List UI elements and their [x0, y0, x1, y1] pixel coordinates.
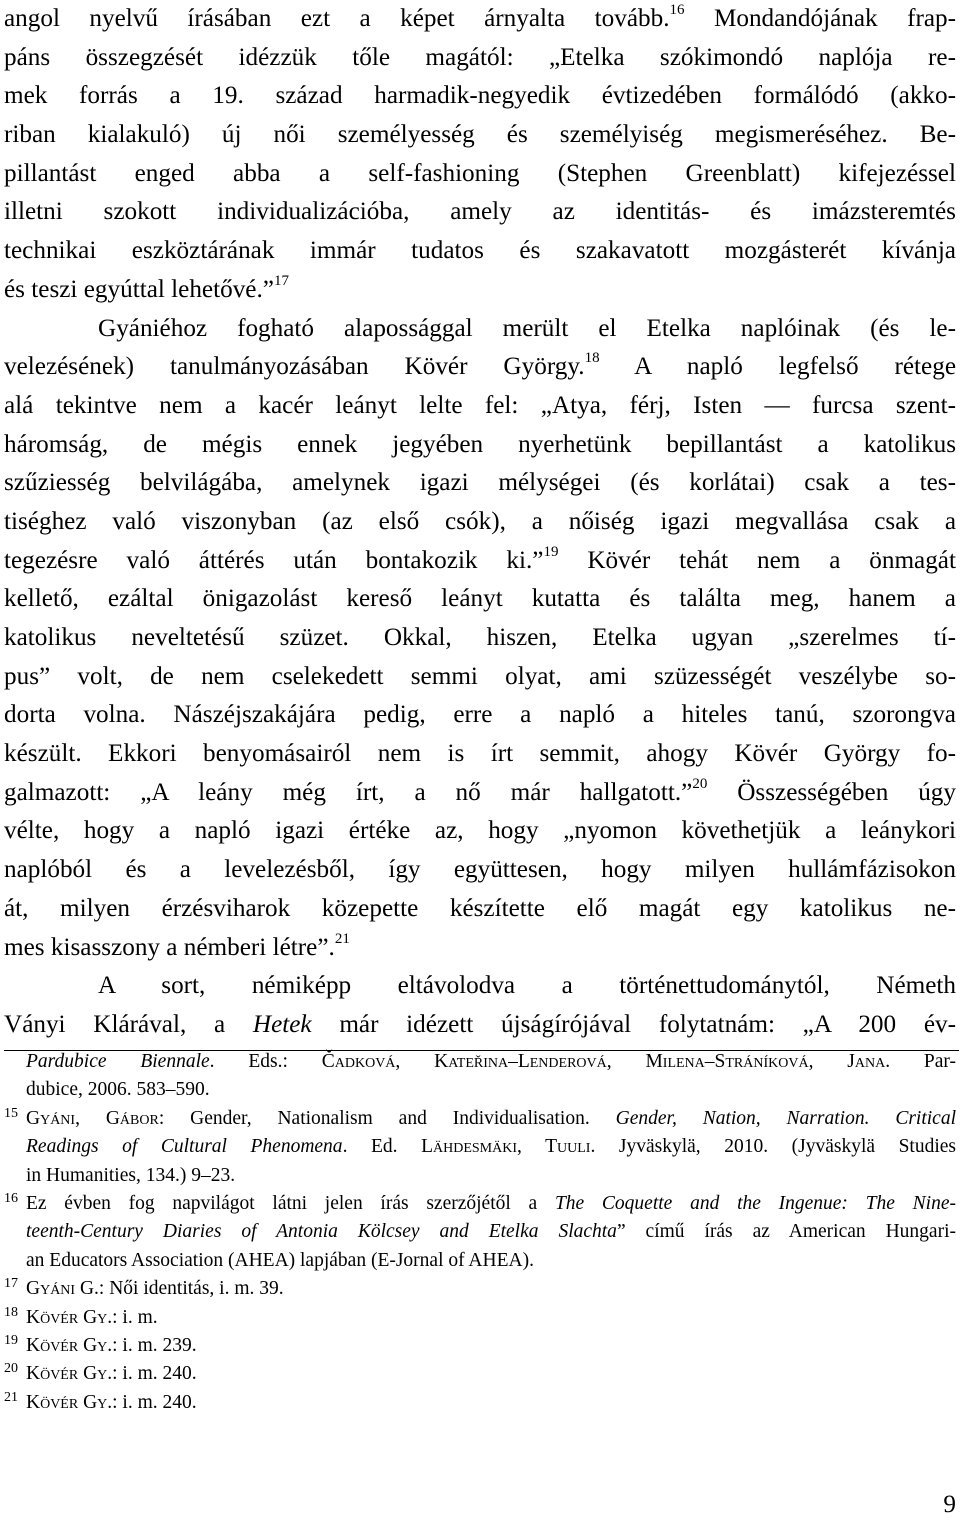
text-line [4, 812, 956, 851]
text-segment: Pardubice Biennale [26, 1051, 210, 1072]
text-line [4, 387, 956, 426]
footnote-line [4, 1247, 956, 1275]
text-line [4, 580, 956, 619]
text-segment: Kövér tehát nem a önmagát [558, 546, 956, 574]
text-segment: Kövér Gy. [26, 1363, 113, 1385]
text-line [4, 619, 956, 658]
text-segment: kellető, ezáltal önigazolást kereső leányt kutatta és találta meg, hanem a [4, 585, 956, 613]
text-segment: galmazott: „A leány még írt, a nő már hallgatott.” [4, 778, 693, 806]
text-segment: páns összegzését idézzük tőle magától: „Etelka szókimondó naplója re- [4, 43, 956, 71]
text-segment: . Eds.: [209, 1051, 322, 1072]
text-line [4, 503, 956, 542]
text-line [4, 890, 956, 929]
text-segment: . Par- [885, 1051, 957, 1072]
footnote-ref: 19 [543, 543, 559, 560]
text-segment: : i. m. 240. [112, 1391, 197, 1413]
text-segment: szűziesség belvilágába, amelynek igazi mélységei (és korlátai) csak a tes- [4, 469, 956, 497]
text-line [4, 542, 956, 581]
page-number: 9 [943, 1491, 956, 1518]
text-segment: : i. m. 239. [112, 1334, 197, 1356]
footnote-ref: 16 [669, 2, 685, 18]
text-line [4, 310, 956, 349]
footnote-line [4, 1133, 956, 1161]
text-segment: angol nyelvű írásában ezt a képet árnyalta tovább. [4, 5, 670, 32]
text-line [4, 155, 956, 194]
text-segment: készült. Ekkori benyomásairól nem is írt semmit, ahogy Kövér György fo- [4, 740, 956, 768]
text-line [4, 348, 956, 387]
footnote-ref: 21 [334, 930, 350, 947]
text-segment: : Gender, Nationalism and Individualisation. [158, 1107, 616, 1129]
text-segment: technikai eszköztárának immár tudatos és szakavatott mozgásterét kívánja [4, 237, 956, 265]
text-line [4, 929, 956, 968]
text-segment: pus” volt, de nem cselekedett semmi olyat, ami szüzességét veszélybe so- [4, 662, 956, 690]
footnote-line: 18 Kövér Gy.: i. m. [4, 1304, 158, 1328]
footnote-line [4, 1162, 956, 1190]
footnote-line: 20 Kövér Gy.: i. m. 240. [4, 1361, 197, 1385]
text-segment: A sort, némiképp eltávolodva a történettudománytól, Németh [98, 972, 956, 1000]
main-text [4, 0, 956, 1045]
footnote-line: 15 Gyáni, Gábor: Gender, Nationalism and Individualisation. Gender, Nation, Narration. Critical [4, 1105, 956, 1129]
text-line [4, 193, 956, 232]
text-line [4, 851, 956, 890]
text-line [4, 0, 956, 39]
footnote-line: 21 Kövér Gy.: i. m. 240. [4, 1389, 197, 1413]
text-segment: Čadková, Kateřina–Lenderová, Milena–Stráníková, Jana [321, 1051, 886, 1072]
text-segment: The Coquette and the Ingenue: The Nine- [554, 1192, 956, 1214]
text-segment: : Női identitás, i. m. 39. [98, 1278, 284, 1300]
text-segment: teenth-Century Diaries of Antonia Kölcsey and Etelka Slachta [26, 1221, 617, 1243]
text-segment: tiséghez való viszonyban (az első csók), a nőiség igazi megvallása csak a [4, 507, 956, 535]
footnote-ref: 17 [273, 272, 289, 289]
text-line [4, 77, 956, 116]
text-segment: háromság, de mégis ennek jegyében nyerhetünk bepillantást a katolikus [4, 430, 956, 458]
text-segment: in Humanities, 134.) 9–23. [26, 1164, 236, 1186]
text-line [4, 232, 956, 271]
text-segment: Gyániéhoz fogható alapossággal merült el Etelka naplóinak (és le- [98, 314, 956, 342]
footnote-line: 19 Kövér Gy.: i. m. 239. [4, 1332, 197, 1356]
footnote-line [4, 1218, 956, 1246]
text-segment: tegezésre való áttérés után bontakozik ki.” [4, 546, 544, 574]
footnote-ref: 20 [692, 775, 708, 792]
text-segment: : i. m. [112, 1306, 158, 1328]
text-segment: riban kialakuló) új női személyesség és személyiség megismeréséhez. Be- [4, 121, 956, 149]
text-line [4, 696, 956, 735]
text-segment: Hetek [252, 1010, 312, 1038]
text-segment: Kövér Gy. [26, 1306, 113, 1328]
text-segment: dorta volna. Nászéjszakájára pedig, erre a napló a hiteles tanú, szorongva [4, 701, 956, 729]
text-segment: alá tekintve nem a kacér leányt lelte fel: „Atya, férj, Isten — furcsa szent- [4, 391, 956, 419]
text-segment: ” című írás az American Hungari- [616, 1221, 956, 1243]
text-segment: mes kisasszony a némberi létre”. [4, 933, 335, 961]
text-line [4, 426, 956, 465]
footnote-line [4, 1048, 956, 1076]
text-segment: A napló legfelső rétege [599, 353, 956, 381]
text-segment: velezésének) tanulmányozásában Kövér György. [4, 353, 585, 381]
text-line [4, 464, 956, 503]
text-segment: Gender, Nation, Narration. Critical [615, 1107, 956, 1129]
text-segment: dubice, 2006. 583–590. [26, 1079, 210, 1101]
text-line [4, 967, 956, 1006]
text-line [4, 271, 956, 310]
text-segment: Kövér Gy. [26, 1334, 113, 1356]
text-segment: . Ed. [342, 1136, 422, 1158]
text-segment: Mondandójának frap- [684, 5, 957, 32]
text-segment: katolikus neveltetésű szüzet. Okkal, hiszen, Etelka ugyan „szerelmes tí- [4, 624, 956, 651]
text-line [4, 735, 956, 774]
text-segment: : i. m. 240. [112, 1363, 197, 1385]
text-segment: illetni szokott individualizációba, amely az identitás- és imázsteremtés [4, 198, 956, 226]
text-line [4, 1006, 956, 1045]
text-segment: és teszi egyúttal lehetővé.” [4, 275, 274, 303]
text-segment: an Educators Association (AHEA) lapjában (E-Jornal of AHEA). [26, 1249, 534, 1271]
text-segment: Lähdesmäki, Tuuli [421, 1136, 591, 1158]
text-segment: pillantást enged abba a self-fashioning (Stephen Greenblatt) kifejezéssel [4, 159, 956, 187]
text-line [4, 774, 956, 813]
text-segment: Összességében úgy [707, 778, 956, 806]
footnote-line [4, 1076, 956, 1104]
text-segment: Ványi Klárával, a [4, 1010, 253, 1038]
text-line [4, 658, 956, 697]
footnote-line: 16 Ez évben fog napvilágot látni jelen írás szerzőjétől a The Coquette and the Ingenue: The Nine- [4, 1190, 956, 1214]
footnote-line: 17 Gyáni G.: Női identitás, i. m. 39. [4, 1276, 284, 1300]
footnotes [4, 1048, 956, 1417]
footnote-ref: 18 [584, 350, 600, 367]
text-segment: naplóból és a levelezésből, így együttesen, hogy milyen hullámfázisokon [4, 856, 956, 884]
text-line [4, 116, 956, 155]
text-segment: . Jyväskylä, 2010. (Jyväskylä Studies [590, 1136, 957, 1158]
text-segment: már idézett újságírójával folytatnám: „A 200 év- [311, 1010, 956, 1038]
text-line [4, 39, 956, 78]
text-segment: Kövér Gy. [26, 1391, 113, 1413]
text-segment: Gyáni G. [26, 1278, 99, 1300]
text-segment: vélte, hogy a napló igazi értéke az, hogy „nyomon követhetjük a leánykori [4, 817, 956, 845]
text-segment: mek forrás a 19. század harmadik-negyedik évtizedében formálódó (akko- [4, 82, 956, 110]
text-segment: Readings of Cultural Phenomena [26, 1136, 343, 1158]
text-segment: át, milyen érzésviharok közepette készítette elő magát egy katolikus ne- [4, 894, 956, 922]
text-segment: Gyáni, Gábor [26, 1107, 159, 1129]
text-segment: Ez évben fog napvilágot látni jelen írás szerzőjétől a [26, 1192, 555, 1214]
